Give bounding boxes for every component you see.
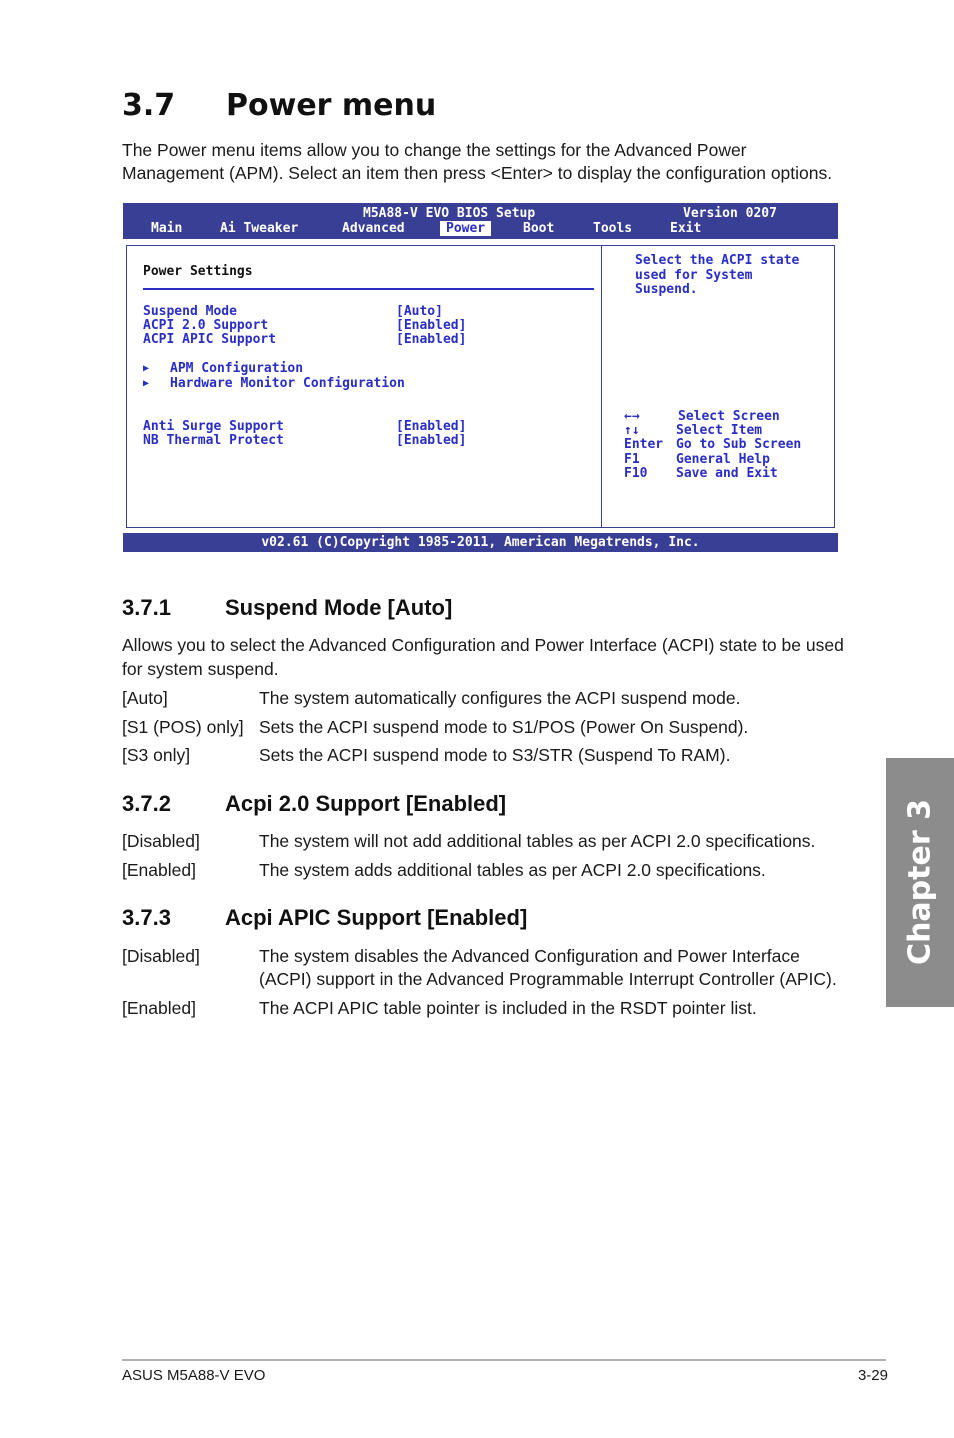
intro-paragraph: The Power menu items allow you to change the settings for the Advanced Power Management (APM). Select an item then press <Enter> to display the configuration options.	[122, 140, 833, 183]
page-title	[122, 88, 436, 123]
bios-item-value[interactable]: [Enabled]	[396, 433, 467, 448]
key-desc: General Help	[676, 452, 770, 467]
footer-rule	[122, 1359, 886, 1361]
chapter-label: Chapter 3	[902, 799, 938, 965]
submenu-arrow-icon: ▶	[143, 378, 150, 389]
tab-ai-tweaker[interactable]: Ai Tweaker	[220, 221, 299, 236]
section-title: Acpi APIC Support [Enabled]	[225, 905, 528, 930]
bios-body	[123, 239, 838, 533]
option-desc: (ACPI) support in the Advanced Programmable Interrupt Controller (APIC).	[259, 969, 837, 989]
section-number: 3.7.1	[122, 595, 171, 620]
key-name: F10	[624, 466, 648, 481]
title-text: Power menu	[226, 88, 437, 123]
section-heading	[122, 595, 452, 621]
bios-item-value[interactable]: [Enabled]	[396, 419, 467, 434]
tab-main[interactable]: Main	[151, 221, 183, 236]
section-title: Acpi 2.0 Support [Enabled]	[225, 791, 507, 816]
tab-power[interactable]: Power	[440, 221, 491, 236]
bios-item-label[interactable]: NB Thermal Protect	[143, 433, 284, 448]
option-name: [Enabled]	[122, 860, 196, 880]
section-heading	[122, 905, 527, 931]
footer-product: ASUS M5A88-V EVO	[122, 1367, 266, 1384]
key-name: F1	[624, 452, 640, 467]
page-number: 3-29	[857, 1367, 888, 1384]
section-description: for system suspend.	[122, 659, 279, 679]
bios-help-line: used for System	[635, 268, 753, 283]
option-name: [Enabled]	[122, 998, 196, 1018]
bios-item-value[interactable]: [Auto]	[396, 304, 443, 319]
bios-version: Version 0207	[683, 206, 777, 221]
bios-divider	[601, 245, 602, 528]
tab-exit[interactable]: Exit	[670, 221, 702, 236]
bios-help-line: Suspend.	[635, 282, 698, 297]
option-name: [Disabled]	[122, 831, 200, 851]
option-desc: Sets the ACPI suspend mode to S1/POS (Power On Suspend).	[259, 717, 749, 737]
title-number: 3.7	[122, 88, 176, 123]
option-name: [Disabled]	[122, 946, 200, 966]
bios-item-value[interactable]: [Enabled]	[396, 318, 467, 333]
tab-tools[interactable]: Tools	[593, 221, 633, 236]
bios-section-title: Power Settings	[143, 264, 253, 279]
bios-submenu[interactable]: Hardware Monitor Configuration	[170, 376, 405, 391]
key-arrows-ud-icon: ↑↓	[624, 423, 640, 438]
section-rule	[143, 288, 594, 290]
option-desc: Sets the ACPI suspend mode to S3/STR (Suspend To RAM).	[259, 745, 731, 765]
bios-copyright: v02.61 (C)Copyright 1985-2011, American Megatrends, Inc.	[123, 533, 838, 552]
key-desc: Select Screen	[678, 409, 780, 424]
section-number: 3.7.2	[122, 791, 171, 816]
key-desc: Go to Sub Screen	[676, 437, 802, 452]
key-desc: Select Item	[676, 423, 763, 438]
section-heading	[122, 791, 506, 817]
option-desc: The system disables the Advanced Configuration and Power Interface	[259, 946, 800, 966]
bios-item-label[interactable]: ACPI APIC Support	[143, 332, 277, 347]
option-desc: The ACPI APIC table pointer is included in the RSDT pointer list.	[259, 998, 757, 1018]
option-name: [Auto]	[122, 688, 168, 708]
bios-screen	[123, 203, 838, 552]
option-desc: The system will not add additional tables as per ACPI 2.0 specifications.	[259, 831, 816, 851]
bios-header-title: M5A88-V EVO BIOS Setup	[363, 206, 536, 221]
section-number: 3.7.3	[122, 905, 171, 930]
key-arrows-lr-icon: ←→	[624, 409, 640, 424]
bios-item-label[interactable]: ACPI 2.0 Support	[143, 318, 269, 333]
bios-submenu[interactable]: APM Configuration	[170, 361, 304, 376]
bios-item-value[interactable]: [Enabled]	[396, 332, 467, 347]
option-name: [S1 (POS) only]	[122, 717, 244, 737]
key-desc: Save and Exit	[676, 466, 778, 481]
option-desc: The system adds additional tables as per ACPI 2.0 specifications.	[259, 860, 766, 880]
bios-item-label[interactable]: Suspend Mode	[143, 304, 237, 319]
tab-boot[interactable]: Boot	[523, 221, 555, 236]
tab-advanced[interactable]: Advanced	[342, 221, 405, 236]
bios-menu-bar	[123, 203, 838, 239]
chapter-tab	[886, 758, 954, 1007]
bios-help-line: Select the ACPI state	[635, 253, 800, 268]
section-description: Allows you to select the Advanced Configuration and Power Interface (ACPI) state to be used	[122, 635, 844, 655]
section-title: Suspend Mode [Auto]	[225, 595, 453, 620]
submenu-arrow-icon: ▶	[143, 363, 150, 374]
key-name: Enter	[624, 437, 664, 452]
option-desc: The system automatically configures the ACPI suspend mode.	[259, 688, 741, 708]
option-name: [S3 only]	[122, 745, 191, 765]
bios-item-label[interactable]: Anti Surge Support	[143, 419, 284, 434]
